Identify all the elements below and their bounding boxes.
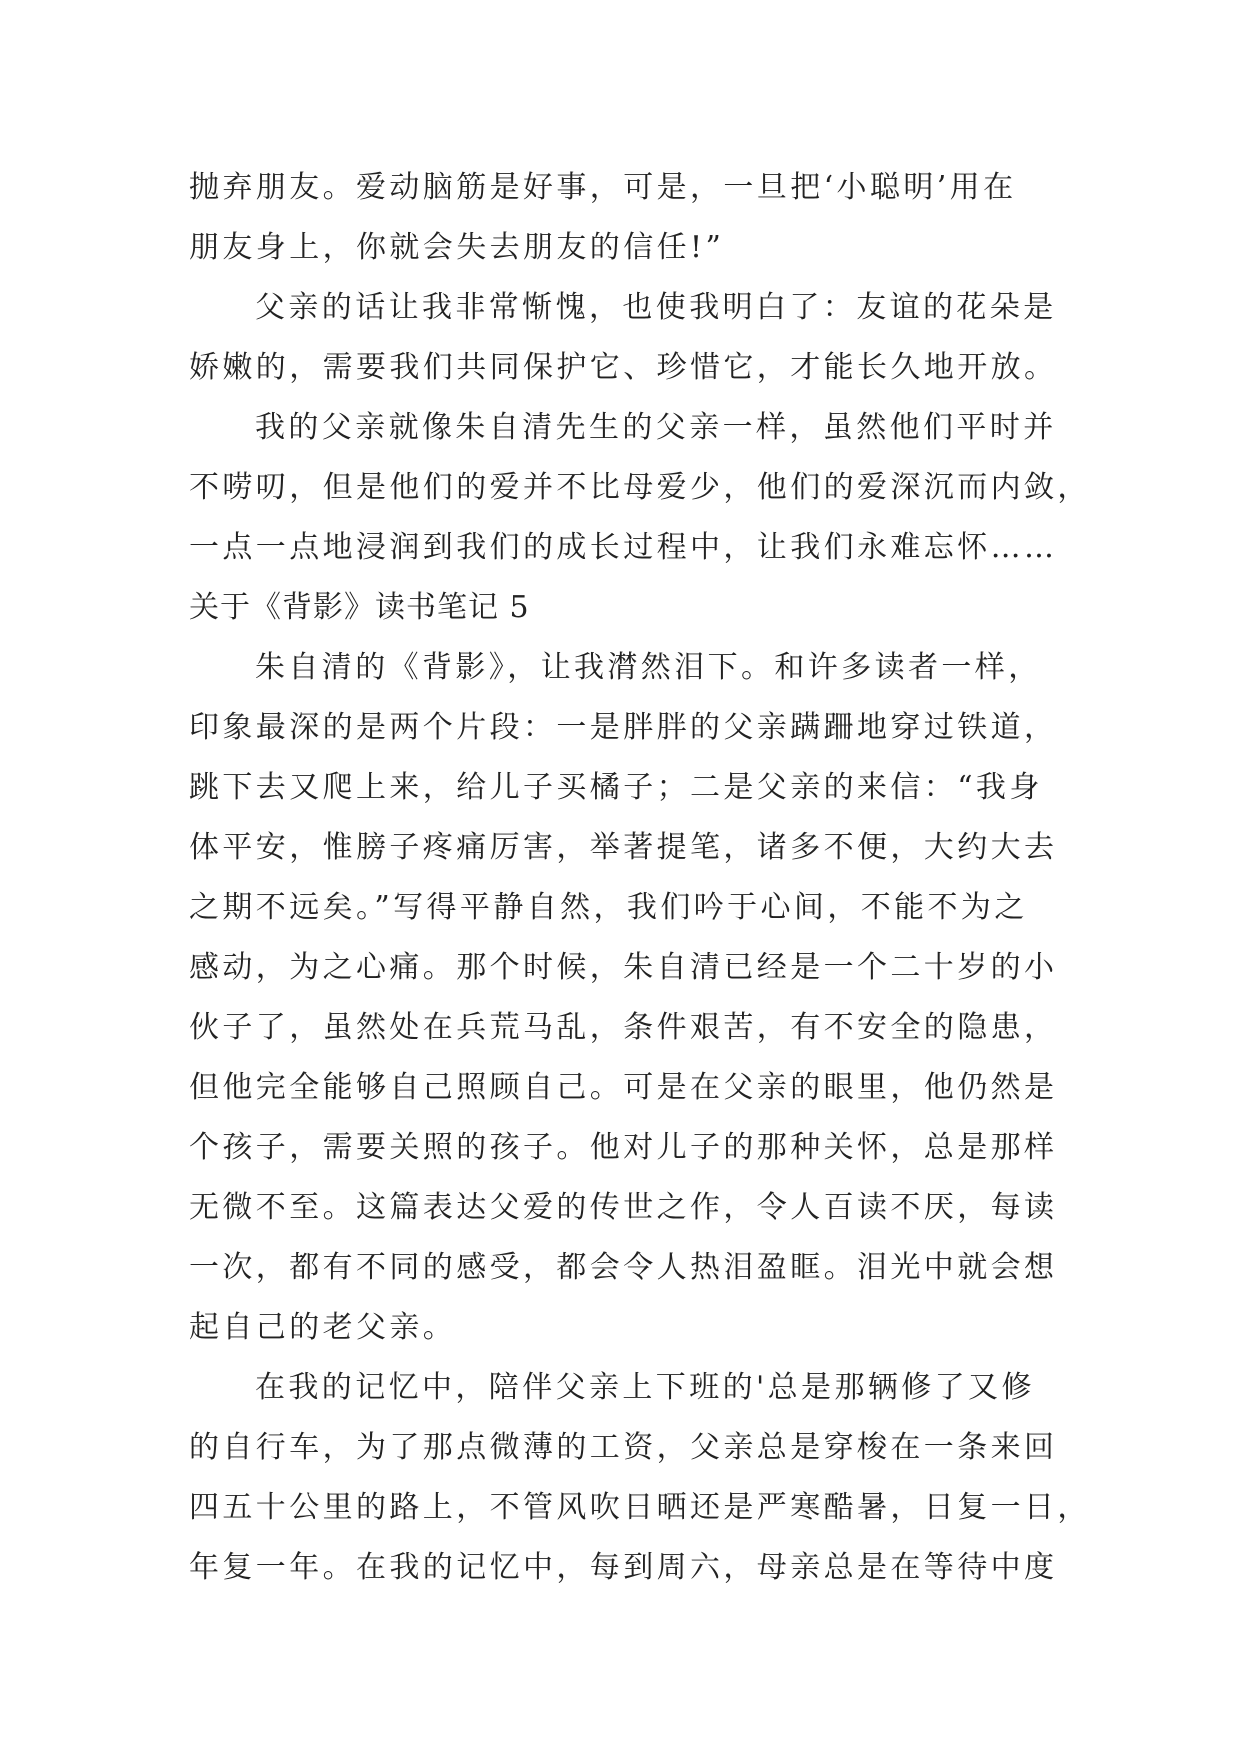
text-line: 的自行车，为了那点微薄的工资，父亲总是穿梭在一条来回 — [189, 1430, 1058, 1465]
text-line: 一次，都有不同的感受，都会令人热泪盈眶。泪光中就会想 — [189, 1250, 1058, 1285]
text-line: 朋友身上，你就会失去朋友的信任!” — [189, 230, 725, 265]
text-line: 一点一点地浸润到我们的成长过程中，让我们永难忘怀…… — [189, 530, 1058, 565]
paragraph-start: 我的父亲就像朱自清先生的父亲一样，虽然他们平时并 — [255, 410, 1057, 445]
text-line: 年复一年。在我的记忆中，每到周六，母亲总是在等待中度 — [189, 1550, 1058, 1585]
section-heading: 关于《背影》读书笔记 5 — [189, 590, 530, 625]
text-line: 印象最深的是两个片段：一是胖胖的父亲蹒跚地穿过铁道， — [189, 710, 1058, 745]
paragraph-start: 在我的记忆中，陪伴父亲上下班的'总是那辆修了又修 — [255, 1370, 1035, 1405]
text-line: 伙子了，虽然处在兵荒马乱，条件艰苦，有不安全的隐患， — [189, 1010, 1058, 1045]
paragraph-start: 父亲的话让我非常惭愧，也使我明白了：友谊的花朵是 — [255, 290, 1057, 325]
text-line: 体平安，惟膀子疼痛厉害，举著提笔，诸多不便，大约大去 — [189, 830, 1058, 865]
text-line: 起自己的老父亲。 — [189, 1310, 457, 1345]
text-line: 四五十公里的路上，不管风吹日晒还是严寒酷暑，日复一日， — [189, 1490, 1091, 1525]
body-text — [189, 158, 1091, 1598]
text-line: 但他完全能够自己照顾自己。可是在父亲的眼里，他仍然是 — [189, 1070, 1058, 1105]
text-line: 无微不至。这篇表达父爱的传世之作，令人百读不厌，每读 — [189, 1190, 1058, 1225]
text-line: 之期不远矣。”写得平静自然，我们吟于心间，不能不为之 — [189, 890, 1028, 925]
text-line: 娇嫩的，需要我们共同保护它、珍惜它，才能长久地开放。 — [189, 350, 1058, 385]
text-line: 感动，为之心痛。那个时候，朱自清已经是一个二十岁的小 — [189, 950, 1058, 985]
paragraph-start: 朱自清的《背影》，让我潸然泪下。和许多读者一样， — [255, 650, 1042, 685]
text-line: 不唠叨，但是他们的爱并不比母爱少，他们的爱深沉而内敛， — [189, 470, 1091, 505]
text-line: 个孩子，需要关照的孩子。他对儿子的那种关怀，总是那样 — [189, 1130, 1058, 1165]
text-line: 跳下去又爬上来，给儿子买橘子；二是父亲的来信：“我身 — [189, 770, 1043, 805]
text-line: 抛弃朋友。爱动脑筋是好事，可是，一旦把‘小聪明’用在 — [189, 170, 1017, 205]
